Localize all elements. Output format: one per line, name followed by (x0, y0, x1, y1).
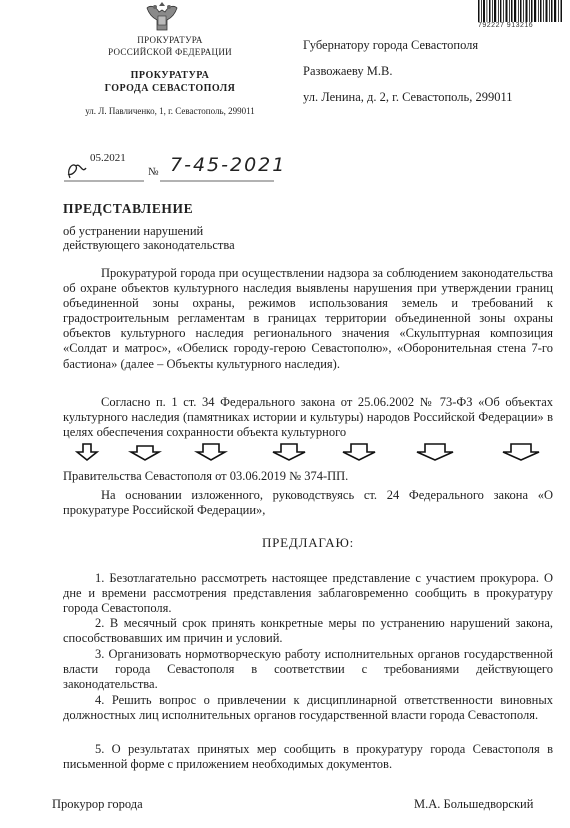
signature-name: М.А. Большедворский (414, 797, 534, 811)
office-line-1: ПРОКУРАТУРА (130, 70, 210, 81)
subtitle-line-2: действующего законодательства (63, 238, 235, 252)
proposal-item-5: 5. О результатах принятых мер сообщить в прокуратуру города Севастополя в письменной форме с приложением необходимых документов. (63, 742, 553, 772)
proposal-item-1: 1. Безотлагательно рассмотреть настоящее представление с участием прокурора. О дне и времени рассмотрения представления заблаговременно сообщить в прокуратуру города Севастополя. (63, 571, 553, 616)
barcode-number: 792227 913216 (478, 22, 534, 29)
reference-date: 05.2021 (90, 152, 126, 164)
paragraph-1: Прокуратурой города при осуществлении надзора за соблюдением законодательства об охране объектов культурного наследия выявлены нарушения при утверждении границ объединенной зоны охраны, режимов использования земель и требований к градостроительным регламентам в границах территории объединенной зоны охраны объектов культурного наследия регионального значения «Скульптурная композиция «Солдат и матрос», «Обелиск городу-герою Севастополю», «Оборонительная стена 7-го бастиона» (далее – Объекты культурного наследия). (63, 266, 553, 371)
coat-of-arms-emblem (137, 0, 187, 34)
org-line-1: ПРОКУРАТУРА (137, 35, 203, 45)
scroll-arrows (75, 440, 555, 462)
proposal-heading: ПРЕДЛАГАЮ: (261, 535, 355, 550)
proposal-item-2: 2. В месячный срок принять конкретные меры по устранению нарушений закона, способствовавших им причин и условий. (63, 616, 553, 646)
reference-number: 7-45-2021 (170, 154, 287, 176)
paragraph-3: На основании изложенного, руководствуясь ст. 24 Федерального закона «О прокуратуре Российской Федерации», (63, 488, 553, 518)
office-address: ул. Л. Павличенко, 1, г. Севастополь, 299011 (85, 106, 255, 116)
proposal-item-3: 3. Организовать нормотворческую работу исполнительных органов государственной власти города Севастополя в соответствии с требованиями действующего законодательства. (63, 647, 553, 692)
proposal-item-4: 4. Решить вопрос о привлечении к дисциплинарной ответственности виновных должностных лиц исполнительных органов государственной власти города Севастополя. (63, 693, 553, 723)
paragraph-2: Согласно п. 1 ст. 34 Федерального закона от 25.06.2002 № 73-ФЗ «Об объектах культурного наследия (памятниках истории и культуры) народов Российской Федерации» в целях обеспечения сохранности объекта культурного (63, 395, 553, 440)
office-line-2: ГОРОДА СЕВАСТОПОЛЯ (104, 83, 236, 94)
addressee-address: ул. Ленина, д. 2, г. Севастополь, 299011 (303, 90, 513, 104)
paragraph-2-tail: Правительства Севастополя от 03.06.2019 № 374-ПП. (63, 469, 349, 483)
signature-position: Прокурор города (52, 797, 143, 811)
org-line-2: РОССИЙСКОЙ ФЕДЕРАЦИИ (108, 47, 232, 57)
addressee-title: Губернатору города Севастополя (303, 38, 479, 52)
number-sign: № (148, 166, 159, 178)
document-title: ПРЕДСТАВЛЕНИЕ (63, 201, 194, 216)
subtitle-line-1: об устранении нарушений (63, 224, 204, 238)
addressee-name: Развожаеву М.В. (303, 64, 393, 78)
